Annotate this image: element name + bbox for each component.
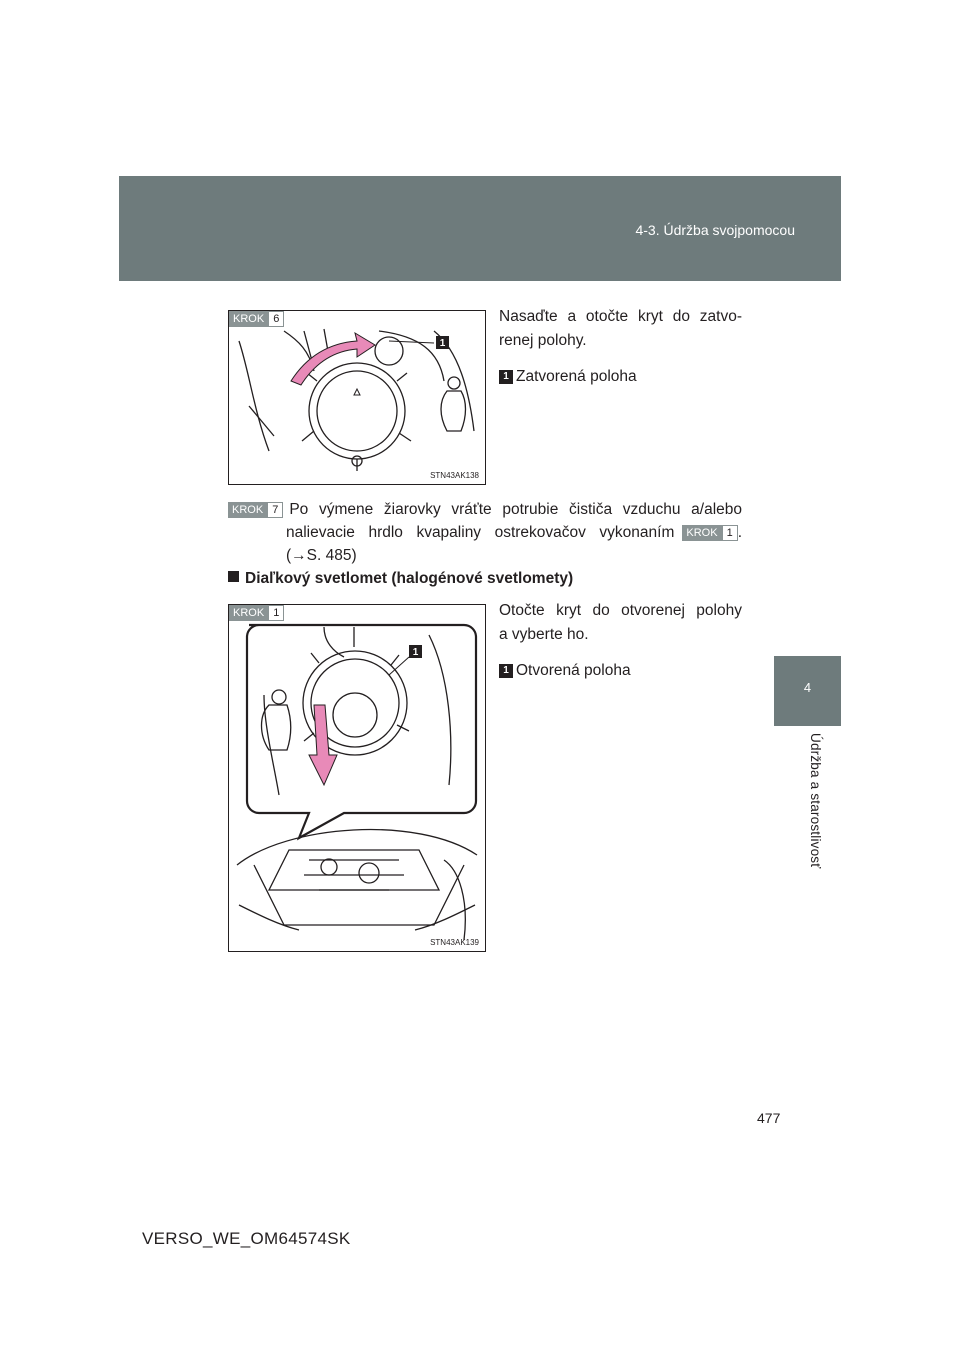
- step1-instructions: [499, 599, 742, 683]
- figure-step6: [228, 310, 486, 485]
- step1-line2: a vyberte ho.: [499, 626, 589, 643]
- step6-legend: [499, 365, 742, 389]
- page-number: 477: [757, 1110, 781, 1126]
- step7-line2: nalievacie hrdlo kvapaliny ostrekovačov vykonaním: [286, 524, 675, 541]
- step6-line1: Nasaďte a otočte kryt do zatvo-: [499, 308, 742, 325]
- figure-code: STN43AK138: [430, 471, 479, 480]
- headlight-cover-illustration: [229, 311, 485, 484]
- heading-square-icon: [228, 571, 239, 582]
- figure-step1: [228, 604, 486, 952]
- step7-line3: (→S. 485): [286, 547, 357, 564]
- step6-instructions: [499, 305, 742, 389]
- chapter-number: 4: [803, 680, 812, 695]
- step-badge-6: KROK 6: [229, 311, 284, 327]
- callout-marker: 1: [499, 664, 513, 678]
- section-heading: Diaľkový svetlomet (halogénové svetlomety): [228, 570, 573, 588]
- step-badge-7: KROK 7: [228, 502, 283, 518]
- step7-line1: Po výmene žiarovky vráťte potrubie čističa vzduchu a/alebo: [289, 501, 742, 518]
- callout-1-label: 1: [412, 647, 419, 658]
- callout-marker: 1: [499, 370, 513, 384]
- chapter-tab: [774, 656, 841, 726]
- step1-legend-text: Otvorená poloha: [516, 662, 631, 679]
- engine-bay-illustration: [229, 605, 485, 951]
- callout-1-label: 1: [439, 338, 446, 349]
- step-badge-1: KROK 1: [229, 605, 284, 621]
- footer-code: VERSO_WE_OM64574SK: [142, 1229, 351, 1248]
- step7-paragraph: KROK 7 Po výmene žiarovky vráťte potrubie čističa vzduchu a/alebo nalievacie hrdlo kvapaliny ostrekovačov vykonaním KROK 1 . (→S. 485): [228, 498, 742, 567]
- step6-legend-text: Zatvorená poloha: [516, 368, 637, 385]
- section-title: 4-3. Údržba svojpomocou: [635, 222, 795, 238]
- step1-line1: Otočte kryt do otvorenej polohy: [499, 602, 742, 619]
- step6-line2: renej polohy.: [499, 332, 587, 349]
- step1-legend: [499, 659, 742, 683]
- chapter-title: Údržba a starostlivosť: [808, 733, 823, 869]
- step-ref-badge: KROK 1: [682, 525, 737, 541]
- figure-code: STN43AK139: [430, 938, 479, 947]
- header-band: [119, 176, 841, 281]
